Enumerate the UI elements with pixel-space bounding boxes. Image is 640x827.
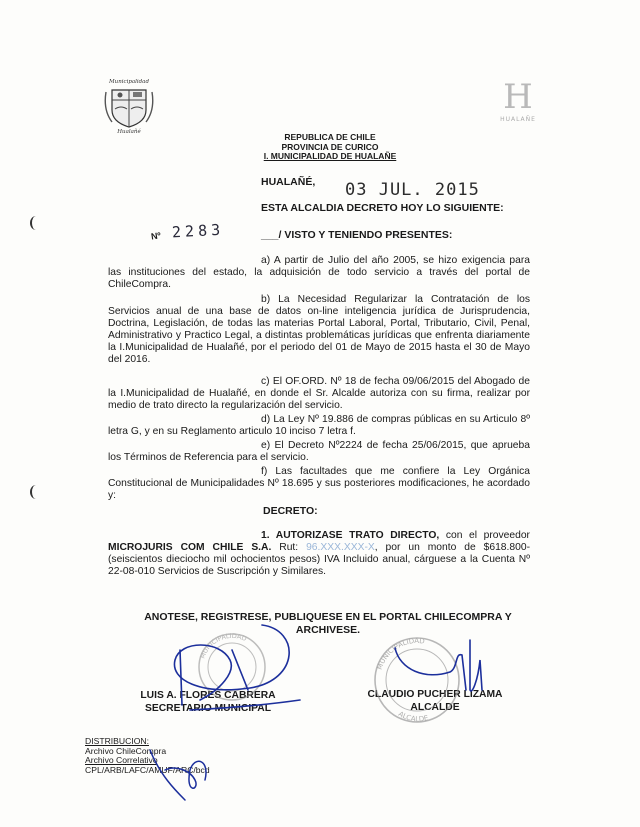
resolution-lead: 1. AUTORIZASE TRATO DIRECTO,	[261, 530, 440, 541]
header-republic: REPUBLICA DE CHILE	[284, 132, 376, 142]
item-e: e) El Decreto Nº2224 de fecha 25/06/2015, que aprueba los Términos de Referencia para el servicio.	[108, 440, 530, 463]
hualane-brand-logo	[493, 76, 543, 124]
resolution-rest: , por un monto de $618.800- (seiscientos dieciocho mil ochocientos pesos) IVA Incluido anual, cárguese a la Cuenta Nº 22-08-010 Servicios de Suscripción y Similares.	[108, 541, 531, 577]
item-c: c) El OF.ORD. Nº 18 de fecha 09/06/2015 del Abogado de la I.Municipalidad de Hualañé, en donde el Sr. Alcalde autoriza con su firma, realizar por medio de trato directo la regularización del servicio.	[108, 376, 530, 411]
left-stamp-text: MUNICIPALIDAD	[198, 631, 248, 660]
item-b: b) La Necesidad Regularizar la Contratación de los Servicios anual de una base de datos on-line inteligencia jurídica de Jurisprudencia, Doctrina, Legislación, de todas las materias Portal Laboral, Portal, Tributario, Civil, Penal, Administrativo y Practico Legal, a distintas problemáticas jurídicas que enfrenta diariamente la I.Municipalidad de Hualañé, por el periodo del 01 de Mayo de 2015 hasta el 30 de Mayo del 2016.	[108, 294, 530, 365]
rut-redacted: 96.XXX.XXX-X	[306, 541, 375, 553]
binder-hole-mark	[30, 485, 42, 499]
provider-name: MICROJURIS COM CHILE S.A.	[108, 541, 272, 553]
right-signature	[395, 640, 482, 691]
left-signatory	[108, 690, 308, 715]
right-signatory	[330, 689, 540, 714]
alcaldia-line: ESTA ALCALDIA DECRETO HOY LO SIGUIENTE:	[261, 202, 504, 214]
date-stamp: 03 JUL. 2015	[345, 180, 480, 200]
brand-logo-letter: H	[503, 77, 533, 117]
item-d: d) La Ley Nº 19.886 de compras públicas en su Articulo 8º letra G, y en su Reglamento articulo 10 inciso 7 letra f.	[108, 414, 530, 437]
header-province: PROVINCIA DE CURICO	[281, 141, 379, 152]
visto-line: ___/ VISTO Y TENIENDO PRESENTES:	[261, 229, 453, 241]
right-stamp-text: MUNICIPALIDAD	[375, 636, 426, 671]
item-f: f) Las facultades que me confiere la Ley Orgánica Constitucional de Municipalidades Nº 18.695 y sus posteriores modificaciones, he acordado y:	[108, 466, 530, 501]
crest-top-text: Municipalidad	[109, 79, 149, 85]
municipal-crest-logo	[100, 76, 158, 134]
binder-hole-mark	[30, 216, 42, 230]
distribution-title: DISTRIBUCION:	[85, 736, 149, 746]
right-stamp-bottom-text: ALCALDE	[396, 709, 430, 724]
brand-logo-text: HUALAÑE	[500, 116, 536, 123]
resolution-lead-rest: con el proveedor	[439, 530, 530, 541]
distribution-line: Archivo ChileCompra	[85, 745, 167, 756]
signatures-and-stamps	[0, 610, 640, 810]
crest-bottom-text: Hualañé	[117, 129, 141, 134]
place-label: HUALAÑÉ,	[261, 176, 316, 188]
left-signatory-title: SECRETARIO MUNICIPAL	[144, 702, 272, 714]
closing-statement: ANOTESE, REGISTRESE, PUBLIQUESE EN EL PORTAL CHILECOMPRA Y ARCHIVESE.	[144, 611, 512, 636]
header-municipality: I. MUNICIPALIDAD DE HUALAÑE	[263, 151, 397, 161]
left-signatory-name: LUIS A. FLORES CABRERA	[140, 690, 276, 701]
distribution-line: CPL/ARB/LAFC/AMUF/ARC/bcd	[85, 764, 210, 775]
distribution-line: Archivo Correlativo	[85, 755, 158, 766]
decree-number: 2283	[171, 220, 225, 242]
right-signatory-title: ALCALDE	[410, 701, 460, 713]
decreto-heading: DECRETO:	[263, 505, 318, 517]
decree-number-prefix: Nº	[150, 230, 162, 242]
rut-label: Rut:	[271, 541, 307, 553]
item-a: a) A partir de Julio del año 2005, se hizo exigencia para las instituciones del estado, la adquisición de todo servicio a través del portal de ChileCompra.	[108, 255, 530, 290]
resolution-paragraph	[108, 530, 530, 578]
right-signatory-name: CLAUDIO PUCHER LIZAMA	[367, 689, 503, 700]
document-header	[0, 133, 640, 162]
distribution-block	[85, 737, 210, 775]
